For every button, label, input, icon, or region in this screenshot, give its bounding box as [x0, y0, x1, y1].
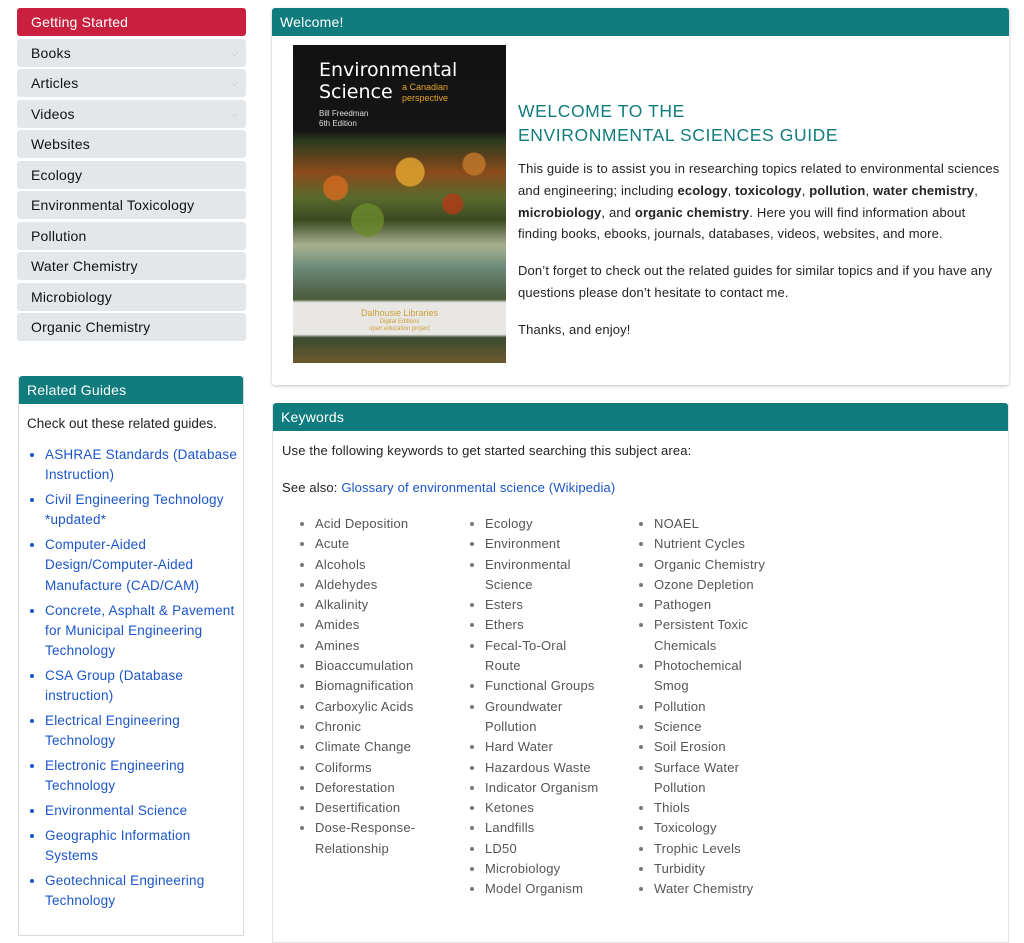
keyword-item: • Model Organism [485, 879, 603, 899]
list-item [45, 801, 243, 821]
related-guide-link[interactable]: ASHRAE Standards (Database Instruction) [45, 447, 238, 483]
list-item [45, 666, 243, 707]
list-item [45, 826, 243, 867]
keyword-item: • Ecology [485, 514, 603, 534]
list-item [45, 711, 243, 752]
nav-item-label: Microbiology [31, 288, 112, 305]
welcome-paragraph-3: Thanks, and enjoy! [518, 321, 631, 337]
keyword-item: • Ethers [485, 615, 603, 635]
list-item [45, 490, 243, 531]
nav-item-ecology[interactable] [17, 161, 246, 189]
nav-item-water-chemistry[interactable] [17, 252, 246, 280]
cover-author: Bill Freedman 6th Edition [319, 109, 369, 128]
nav-item-getting-started[interactable] [17, 8, 246, 36]
nav-item-videos[interactable] [17, 100, 246, 128]
related-guide-link[interactable]: Environmental Science [45, 803, 188, 819]
keyword-item: • Amines [315, 636, 433, 656]
related-guide-link[interactable]: Geographic Information Systems [45, 828, 191, 864]
keyword-item: • Water Chemistry [654, 879, 772, 899]
list-item [45, 871, 243, 912]
keyword-item: • Toxicology [654, 818, 772, 838]
keyword-item: • Deforestation [315, 778, 433, 798]
related-guide-link[interactable]: Civil Engineering Technology *updated* [45, 492, 224, 528]
nav-item-microbiology[interactable] [17, 283, 246, 311]
keyword-item: • Science [654, 717, 772, 737]
keyword-item: • Environmental Science [485, 555, 603, 596]
keywords-box [272, 403, 1009, 943]
keyword-item: • Turbidity [654, 859, 772, 879]
keyword-item: • Organic Chemistry [654, 555, 772, 575]
welcome-box [272, 8, 1009, 385]
related-guide-link[interactable]: Electrical Engineering Technology [45, 713, 180, 749]
welcome-title: WELCOME TO THE ENVIRONMENTAL SCIENCES GUIDE [518, 101, 839, 145]
list-item [45, 601, 243, 662]
glossary-link[interactable]: Glossary of environmental science (Wikipedia) [341, 480, 616, 495]
keyword-item: • Nutrient Cycles [654, 534, 772, 554]
keyword-item: • Pathogen [654, 595, 772, 615]
nav-item-websites[interactable] [17, 130, 246, 158]
nav-item-label: Articles [31, 75, 79, 91]
keyword-item: • Chronic [315, 717, 433, 737]
keyword-item: • Acute [315, 534, 433, 554]
nav-item-label: Websites [31, 136, 90, 152]
keyword-item: • Photochemical Smog [654, 656, 772, 697]
keyword-item: • Biomagnification [315, 676, 433, 696]
related-guides-intro: Check out these related guides. [27, 416, 217, 431]
nav-item-articles[interactable] [17, 69, 246, 97]
cover-publisher: Dalhousie Libraries [360, 308, 439, 318]
nav-item-label: Water Chemistry [31, 258, 138, 274]
keyword-column-1 [273, 514, 433, 859]
keyword-item: • Pollution [654, 697, 772, 717]
chevron-down-icon: ⌵ [230, 108, 238, 119]
keyword-item: • Alkalinity [315, 595, 433, 615]
nav-item-label: Pollution [31, 227, 87, 244]
keyword-item: • Aldehydes [315, 575, 433, 595]
keyword-item: • Functional Groups [485, 676, 603, 696]
related-guide-link[interactable]: Geotechnical Engineering Technology [45, 873, 205, 909]
keyword-item: • Persistent Toxic Chemicals [654, 615, 772, 656]
related-guide-link[interactable]: Electronic Engineering Technology [45, 758, 185, 794]
keyword-item: • Bioaccumulation [315, 656, 433, 676]
nav-item-environmental-toxicology[interactable] [17, 191, 246, 219]
keyword-item: • Desertification [315, 798, 433, 818]
keyword-item: • Microbiology [485, 859, 603, 879]
chevron-down-icon: ⌵ [230, 47, 238, 58]
keyword-item: • Ozone Depletion [654, 575, 772, 595]
keyword-item: • Hard Water [485, 737, 603, 757]
keyword-item: • Fecal-To-Oral Route [485, 636, 603, 677]
nav-item-label: Organic Chemistry [31, 319, 151, 335]
keyword-item: • Dose-Response-Relationship [315, 818, 433, 859]
related-guide-link[interactable]: CSA Group (Database instruction) [45, 667, 184, 704]
keyword-item: • Hazardous Waste [485, 758, 603, 778]
welcome-paragraph-2: Don’t forget to check out the related guides for similar topics and if you have any questions please don’t hesitate to contact me. [518, 263, 993, 300]
keyword-column-3 [612, 514, 772, 900]
keyword-item: • Climate Change [315, 737, 433, 757]
keyword-item: • Environment [485, 534, 603, 554]
guide-nav [17, 8, 246, 344]
related-guides-header: Related Guides [19, 376, 243, 404]
keyword-item: • NOAEL [654, 514, 772, 534]
keyword-item: • Surface Water Pollution [654, 758, 772, 799]
list-item [45, 445, 243, 486]
welcome-header: Welcome! [272, 8, 1009, 36]
nav-item-label: Books [31, 44, 71, 61]
nav-item-organic-chemistry[interactable] [17, 313, 246, 341]
keyword-item: • Esters [485, 595, 603, 615]
keyword-item: • LD50 [485, 839, 603, 859]
list-item [45, 756, 243, 797]
keyword-item: • Trophic Levels [654, 839, 772, 859]
keyword-item: • Alcohols [315, 555, 433, 575]
related-guide-link[interactable]: Concrete, Asphalt & Pavement for Municipal Engineering Technology [45, 602, 235, 659]
cover-publisher-sub: Digital Editions open education project [369, 319, 430, 332]
keyword-item: • Acid Deposition [315, 514, 433, 534]
nav-item-books[interactable] [17, 39, 246, 67]
keyword-item: • Soil Erosion [654, 737, 772, 757]
welcome-text [518, 158, 1002, 356]
related-guides-list [19, 445, 243, 912]
keyword-item: • Groundwater Pollution [485, 697, 603, 738]
nav-item-label: Videos [31, 105, 75, 122]
keywords-header: Keywords [273, 403, 1008, 431]
nav-item-label: Ecology [31, 166, 83, 183]
keyword-item: • Landfills [485, 818, 603, 838]
nav-item-label: Getting Started [31, 14, 129, 30]
nav-item-label: Environmental Toxicology [31, 197, 195, 213]
list-item [45, 535, 243, 596]
book-cover-image [293, 45, 506, 363]
keyword-item: • Ketones [485, 798, 603, 818]
cover-forest-art [293, 140, 506, 300]
keyword-item: • Coliforms [315, 758, 433, 778]
keyword-item: • Carboxylic Acids [315, 697, 433, 717]
welcome-paragraph-1: This guide is to assist you in researching topics related to environmental sciences and engineering; including ecology, toxicology, pollution, water chemistry, microbiology, and organic chemistry. Here you will find information about finding books, ebooks, journals, databases, videos, websites, and more. [518, 161, 1000, 242]
keyword-column-2 [443, 514, 603, 900]
keyword-item: • Thiols [654, 798, 772, 818]
nav-item-pollution[interactable] [17, 222, 246, 250]
related-guides-box [18, 376, 244, 936]
keywords-intro: Use the following keywords to get started searching this subject area: [282, 443, 692, 458]
chevron-down-icon: ⌵ [230, 78, 238, 88]
cover-title: Environmental Science [319, 59, 458, 103]
see-also: See also: Glossary of environmental science (Wikipedia) [282, 480, 616, 495]
keyword-item: • Indicator Organism [485, 778, 603, 798]
cover-subtitle: a Canadian perspective [402, 82, 449, 103]
related-guide-link[interactable]: Computer-Aided Design/Computer-Aided Manufacture (CAD/CAM) [45, 537, 200, 593]
keyword-item: • Amides [315, 615, 433, 635]
